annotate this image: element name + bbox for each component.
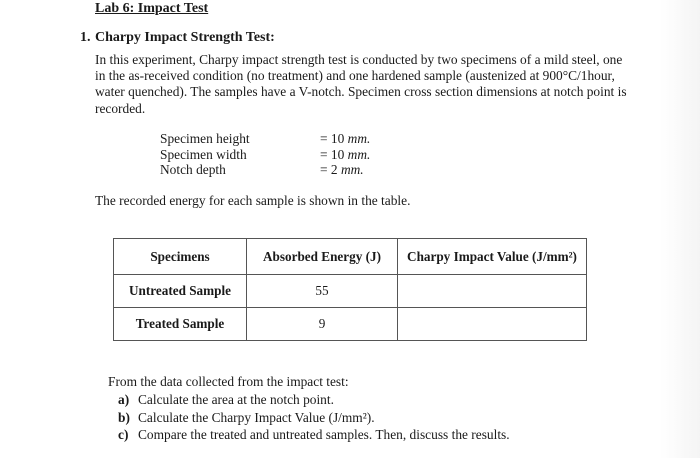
question-label: c) bbox=[118, 427, 129, 443]
section-title bbox=[80, 30, 275, 46]
table-row bbox=[114, 275, 587, 308]
header-absorbed-energy: Absorbed Energy (J) bbox=[247, 239, 398, 275]
question-label: b) bbox=[118, 409, 130, 425]
header-specimens: Specimens bbox=[114, 239, 247, 275]
param-label: Specimen height bbox=[160, 131, 250, 146]
param-row-width bbox=[160, 147, 370, 163]
header-charpy-value: Charpy Impact Value (J/mm²) bbox=[398, 239, 587, 275]
page-edge-shadow bbox=[660, 0, 700, 458]
table-header-row bbox=[114, 239, 587, 275]
row-specimen: Treated Sample bbox=[114, 308, 247, 341]
param-label: Specimen width bbox=[160, 146, 247, 162]
param-row-height bbox=[160, 131, 370, 147]
param-value: = 2 mm. bbox=[320, 162, 364, 177]
table-row bbox=[114, 308, 587, 341]
question-a bbox=[118, 391, 510, 409]
question-text: Compare the treated and untreated samples. Then, discuss the results. bbox=[138, 427, 510, 443]
row-charpy-value bbox=[398, 275, 587, 308]
question-c bbox=[118, 426, 510, 444]
section-heading: Charpy Impact Strength Test: bbox=[95, 30, 275, 45]
from-text: From the data collected from the impact test: bbox=[108, 374, 349, 389]
question-text: Calculate the area at the notch point. bbox=[138, 392, 334, 407]
param-value: = 10 mm. bbox=[320, 131, 371, 146]
row-charpy-value bbox=[398, 308, 587, 341]
question-list bbox=[118, 391, 510, 444]
intro-paragraph: In this experiment, Charpy impact strength test is conducted by two specimens of a mild steel, one in the as-received condition (no treatment) and one hardened sample (austenized at 900°C/1hour, water quenched). The samples have a V-notch. Specimen cross section dimensions at notch point is recorded. bbox=[95, 52, 627, 116]
row-specimen: Untreated Sample bbox=[114, 275, 247, 308]
question-text: Calculate the Charpy Impact Value (J/mm²). bbox=[138, 409, 375, 425]
section-number: 1. bbox=[80, 30, 91, 45]
row-energy: 55 bbox=[247, 275, 398, 308]
param-row-notch bbox=[160, 162, 370, 178]
param-label: Notch depth bbox=[160, 162, 226, 177]
specimen-parameters bbox=[160, 131, 370, 178]
param-value: = 10 mm. bbox=[320, 146, 371, 162]
lab-title: Lab 6: Impact Test bbox=[95, 1, 209, 16]
row-energy: 9 bbox=[247, 308, 398, 341]
recorded-text: The recorded energy for each sample is shown in the table. bbox=[95, 193, 411, 208]
question-label: a) bbox=[118, 392, 130, 407]
question-b bbox=[118, 409, 510, 427]
energy-table bbox=[113, 238, 587, 341]
